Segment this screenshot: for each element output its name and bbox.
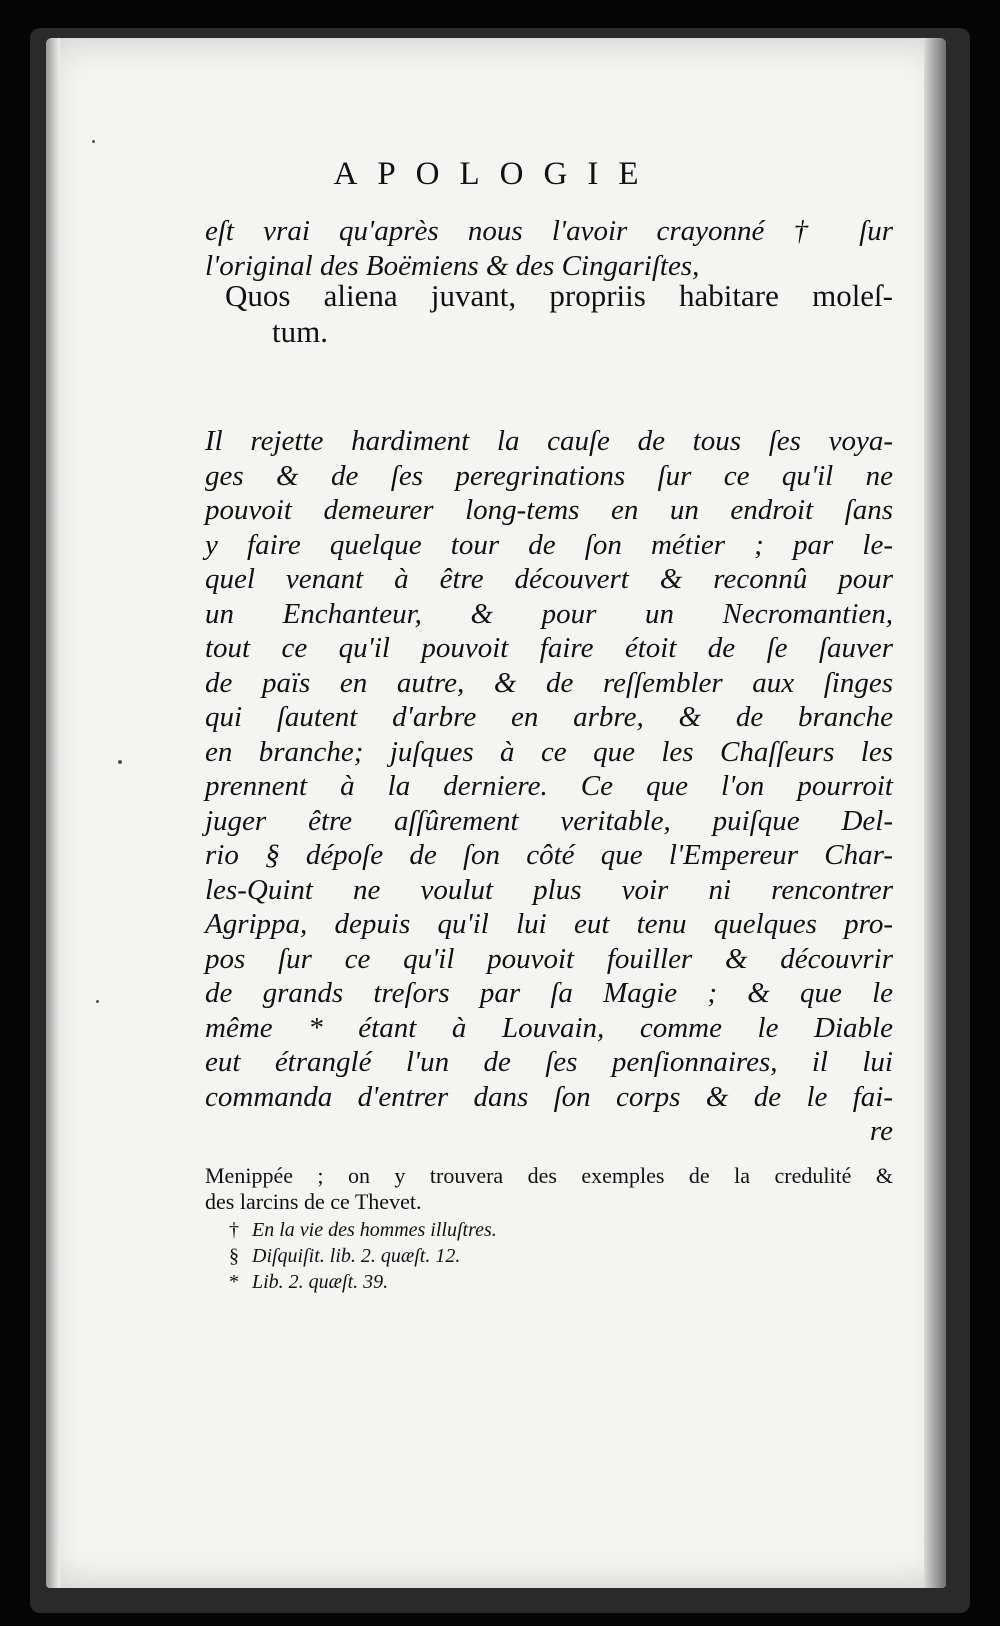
footnote-text: En la vie des hommes illuſtres. [252, 1219, 497, 1241]
text-line: pouvoit demeurer long-tems en un endroit ſans [205, 494, 893, 526]
quote-line: Quos aliena juvant, propriis habitare moleſ- [225, 278, 893, 313]
text-line: les-Quint ne voulut plus voir ni rencontrer [205, 873, 893, 906]
quote-line: tum. [272, 314, 328, 349]
body-paragraph [205, 424, 893, 1149]
page-edge-shade [924, 38, 946, 1588]
footnote-text: Diſquiſit. lib. 2. quæſt. 12. [252, 1245, 461, 1267]
footnote-text: Lib. 2. quæſt. 39. [252, 1271, 389, 1293]
text-line: quel venant à être découvert & reconnû pour [205, 563, 893, 595]
text-line: un Enchanteur, & pour un Necromantien, [205, 597, 893, 630]
text-line: de grands treſors par ſa Magie ; & que le [205, 977, 893, 1009]
text-line: eut étranglé l'un de ſes penſionnaires, il lui [205, 1046, 893, 1078]
footnote-item [229, 1243, 893, 1269]
text-line: Agrippa, depuis qu'il lui eut tenu quelques pro- [205, 908, 893, 940]
text-line: y faire quelque tour de ſon métier ; par le- [205, 528, 893, 561]
catchword: re [869, 1115, 893, 1147]
running-head: APOLOGIE [333, 156, 659, 192]
text-line: prennent à la derniere. Ce que l'on pourroit [205, 770, 893, 802]
text-line: eſt vrai qu'après nous l'avoir crayonné † ſur [205, 215, 893, 247]
text-line: de païs en autre, & de reſſembler aux ſinges [205, 666, 893, 699]
text-line: commanda d'entrer dans ſon corps & de le fai- [205, 1080, 893, 1113]
text-line: ges & de ſes peregrinations ſur ce qu'il ne [205, 459, 893, 492]
footnote-line: Menippée ; on y trouvera des exemples de la credulité & [205, 1163, 893, 1188]
footnote-mark: * [229, 1271, 239, 1293]
text-line: juger être aſſûrement veritable, puiſque Del- [205, 804, 893, 837]
latin-quote [225, 278, 893, 350]
footnote-mark: § [229, 1245, 239, 1267]
footnote-item [229, 1217, 893, 1243]
text-line: rio § dépoſe de ſon côté que l'Empereur Char- [205, 839, 893, 871]
footnotes [205, 1163, 893, 1295]
footnote-item [229, 1269, 893, 1295]
footnote-list [205, 1217, 893, 1295]
scan-speck [96, 1000, 99, 1003]
text-line: en branche; juſques à ce que les Chaſſeurs les [205, 735, 893, 768]
page-gutter-shade [46, 38, 60, 1588]
text-line: pos ſur ce qu'il pouvoit fouiller & découvrir [205, 942, 893, 975]
text-line: tout ce qu'il pouvoit faire étoit de ſe ſauver [205, 632, 893, 664]
text-line: même * étant à Louvain, comme le Diable [205, 1011, 893, 1044]
footnote-continuation [205, 1163, 893, 1215]
footnote-mark: † [229, 1219, 239, 1241]
intro-paragraph [205, 214, 893, 283]
scan-speck [92, 140, 95, 143]
footnote-line: des larcins de ce Thevet. [205, 1189, 422, 1214]
text-line: Il rejette hardiment la cauſe de tous ſes voya- [205, 425, 893, 457]
text-line: qui ſautent d'arbre en arbre, & de branche [205, 701, 893, 733]
scan-speck [118, 760, 122, 764]
text-line: l'original des Boëmiens & des Cingariſtes, [205, 249, 700, 282]
